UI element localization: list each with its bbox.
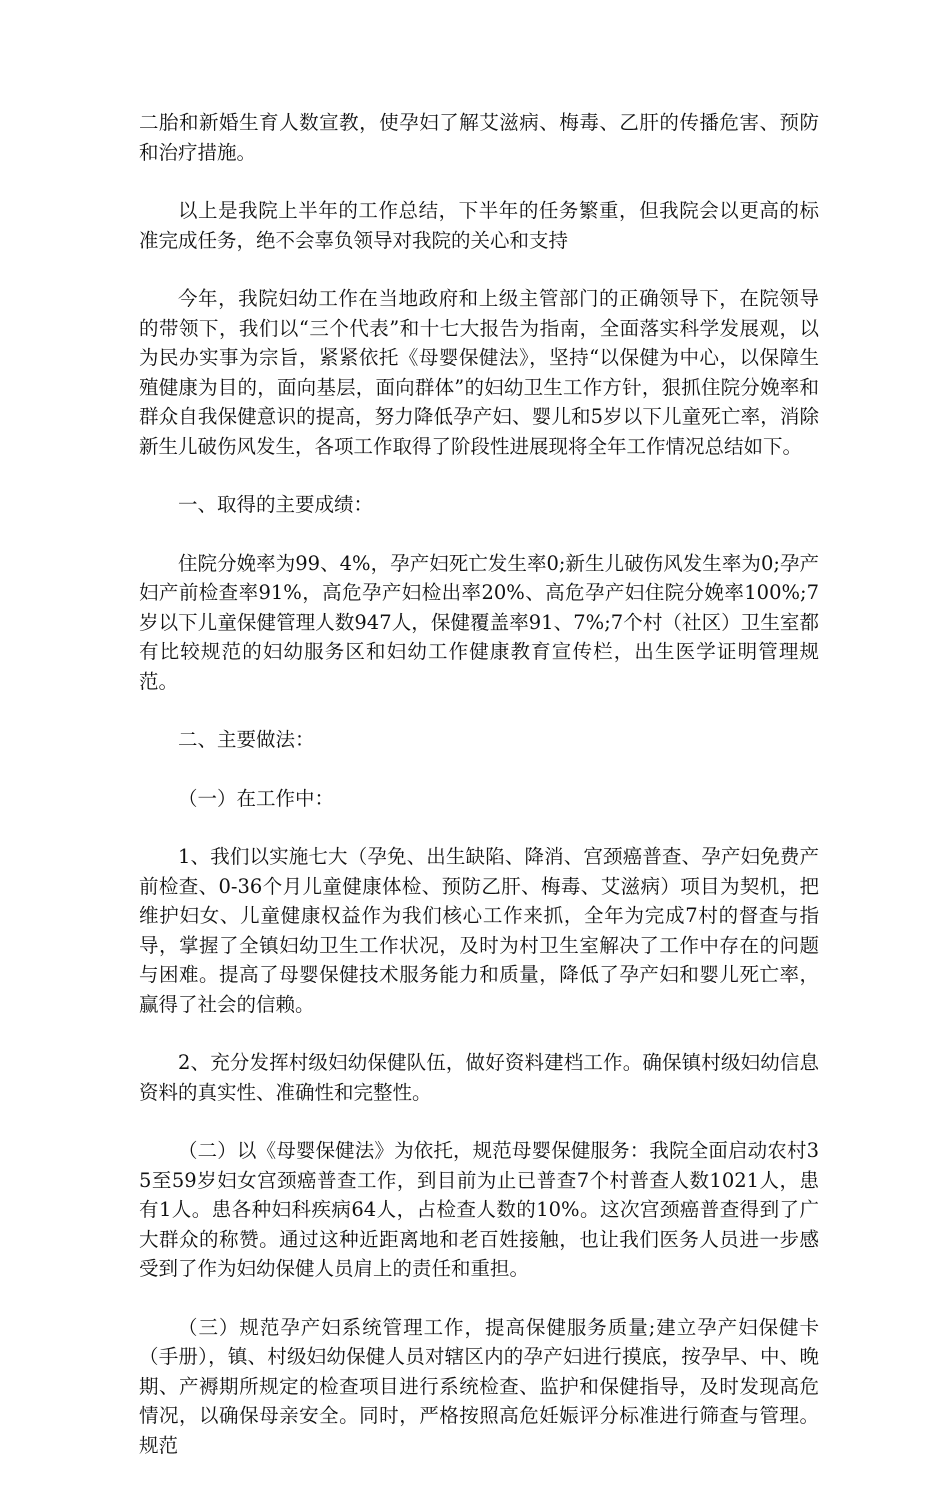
paragraph-statistics: 住院分娩率为99、4%，孕产妇死亡发生率0;新生儿破伤风发生率为0;孕产妇产前检查率91%，高危孕产妇检出率20%、高危孕产妇住院分娩率100%;7岁以下儿童保健管理人数947人，保健覆盖率91、7%;7个村（社区）卫生室都有比较规范的妇幼服务区和妇幼工作健康教育宣传栏，出生医学证明管理规范。 [139, 551, 819, 693]
document-page [139, 108, 819, 1489]
section-heading-achievements: 一、取得的主要成绩： [178, 493, 374, 516]
paragraph-half-year-summary: 以上是我院上半年的工作总结，下半年的任务繁重，但我院会以更高的标准完成任务，绝不会辜负领导对我院的关心和支持 [139, 199, 819, 252]
paragraph-annual-intro: 今年，我院妇幼工作在当地政府和上级主管部门的正确领导下，在院领导的带领下，我们以“三个代表”和十七大报告为指南，全面落实科学发展观，以为民办实事为宗旨，紧紧依托《母婴保健法》，坚持“以保健为中心，以保障生殖健康为目的，面向基层，面向群体”的妇幼卫生工作方针，狠抓住院分娩率和群众自我保健意识的提高，努力降低孕产妇、婴儿和5岁以下儿童死亡率，消除新生儿破伤风发生，各项工作取得了阶段性进展现将全年工作情况总结如下。 [139, 287, 819, 458]
subheading-in-work: （一）在工作中： [178, 786, 335, 810]
paragraph-continuation: 二胎和新婚生育人数宣教，使孕妇了解艾滋病、梅毒、乙肝的传播危害、预防和治疗措施。 [139, 111, 819, 164]
paragraph-item-1: 1、我们以实施七大（孕免、出生缺陷、降消、宫颈癌普查、孕产妇免费产前检查、0-36个月儿童健康体检、预防乙肝、梅毒、艾滋病）项目为契机，把维护妇女、儿童健康权益作为我们核心工作来抓，全年为完成7村的督查与指导，掌握了全镇妇幼卫生工作状况，及时为村卫生室解决了工作中存在的问题与困难。提高了母婴保健技术服务能力和质量，降低了孕产妇和婴儿死亡率，赢得了社会的信赖。 [139, 845, 819, 1016]
paragraph-item-2: 2、充分发挥村级妇幼保健队伍，做好资料建档工作。确保镇村级妇幼信息资料的真实性、准确性和完整性。 [139, 1051, 819, 1104]
section-heading-methods: 二、主要做法： [178, 728, 315, 751]
paragraph-section-3: （三）规范孕产妇系统管理工作，提高保健服务质量;建立孕产妇保健卡（手册），镇、村级妇幼保健人员对辖区内的孕产妇进行摸底，按孕早、中、晚期、产褥期所规定的检查项目进行系统检查、监护和保健指导，及时发现高危情况，以确保母亲安全。同时，严格按照高危妊娠评分标准进行筛查与管理。规范 [139, 1315, 819, 1457]
paragraph-section-2: （二）以《母婴保健法》为依托，规范母婴保健服务：我院全面启动农村35至59岁妇女宫颈癌普查工作，到目前为止已普查7个村普查人数1021人，患有1人。患各种妇科疾病64人，占检查人数的10%。这次宫颈癌普查得到了广大群众的称赞。通过这种近距离地和老百姓接触，也让我们医务人员进一步感受到了作为妇幼保健人员肩上的责任和重担。 [139, 1139, 819, 1280]
